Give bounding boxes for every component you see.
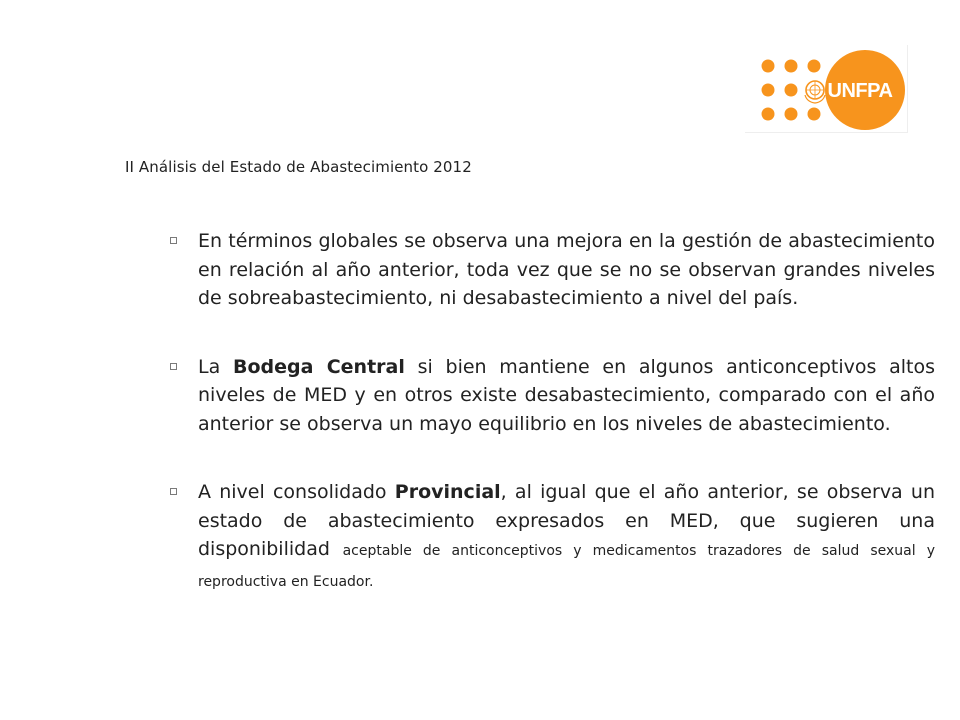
bullet-text: En términos globales se observa una mejora en la gestión de abastecimiento en relación al año anterior, toda vez que se no se observan grandes niveles de sobreabastecimiento, ni desabastecimiento a nivel del país.	[198, 230, 935, 309]
bullet-rest-text: si bien mantiene en algunos anticonceptivos altos niveles de MED y en otros existe desabastecimiento, comparado con el año anterior se observa un mayo equilibrio en los niveles de abastecimiento.	[198, 355, 936, 435]
unfpa-logo	[745, 45, 908, 133]
bullet-square-icon	[170, 488, 177, 495]
logo-text: UNFPA	[827, 80, 893, 102]
logo-dot	[808, 108, 821, 121]
un-emblem-icon	[805, 81, 825, 103]
slide-title: II Análisis del Estado de Abastecimiento 2012	[125, 158, 472, 176]
bullet-lead-text: La	[198, 355, 233, 378]
bullet-rest-text: , al igual que el año anterior, se observa un estado de abastecimiento expresados en MED, que sugieren una disponibilidad	[198, 481, 936, 560]
logo-dot	[785, 84, 798, 97]
logo-dot	[762, 60, 775, 73]
bullet-square-icon	[170, 363, 177, 370]
logo-dot	[762, 84, 775, 97]
logo-dot	[808, 60, 821, 73]
bullet-lead-text: A nivel consolidado	[198, 481, 395, 503]
logo-dot	[785, 108, 798, 121]
logo-dot	[762, 108, 775, 121]
bullet-emphasis-text: Bodega Central	[232, 355, 405, 378]
bullet-small-text: aceptable de anticonceptivos y medicamentos trazadores de salud sexual y reproductiva en Ecuador.	[198, 543, 935, 590]
bullet-item-provincial	[170, 478, 935, 596]
bullet-item-bodega-central	[170, 353, 935, 439]
bullet-item-global	[170, 227, 935, 313]
unfpa-logo-graphic	[745, 45, 907, 132]
logo-dot	[785, 60, 798, 73]
bullet-emphasis-text: Provincial	[394, 481, 501, 503]
bullet-list	[170, 227, 935, 596]
bullet-square-icon	[170, 237, 177, 244]
